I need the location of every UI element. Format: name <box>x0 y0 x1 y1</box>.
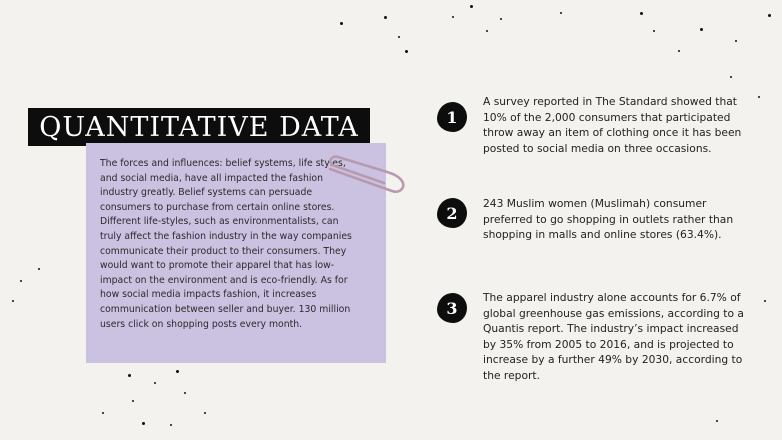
page-title: QUANTITATIVE DATA <box>28 108 370 146</box>
point-2-text: 243 Muslim women (Muslimah) consumer preferred to go shopping in outlets rather than shopping in malls and online stores (63.4%). <box>483 197 734 242</box>
point-1-text: A survey reported in The Standard showed that 10% of the 2,000 consumers that participated throw away an item of clothing once it has been posted to social media on three occasions. <box>483 95 742 155</box>
point-3-text: The apparel industry alone accounts for 6.7% of global greenhouse gas emissions, according to a Quantis report. The industry’s impact increased by 35% from 2005 to 2016, and is projected to increase by a further 49% by 2030, according to the report. <box>483 291 744 382</box>
paperclip-icon <box>326 155 406 199</box>
number-badge-3: 3 <box>437 293 467 323</box>
number-badge-1: 1 <box>437 102 467 132</box>
note-text: The forces and influences: belief systems, life styles, and social media, have all impacted the fashion industry greatly. Belief systems can persuade consumers to purchase from certain online stores. Different life-styles, such as environmentalists, can truly affect the fashion industry in the way companies communicate their product to their consumers. They would want to promote their apparel that has low-impact on the environment and is eco-friendly. As for how social media impacts fashion, it increases communication between seller and buyer. 130 million users click on shopping posts every month. <box>100 158 352 330</box>
number-badge-2: 2 <box>437 198 467 228</box>
